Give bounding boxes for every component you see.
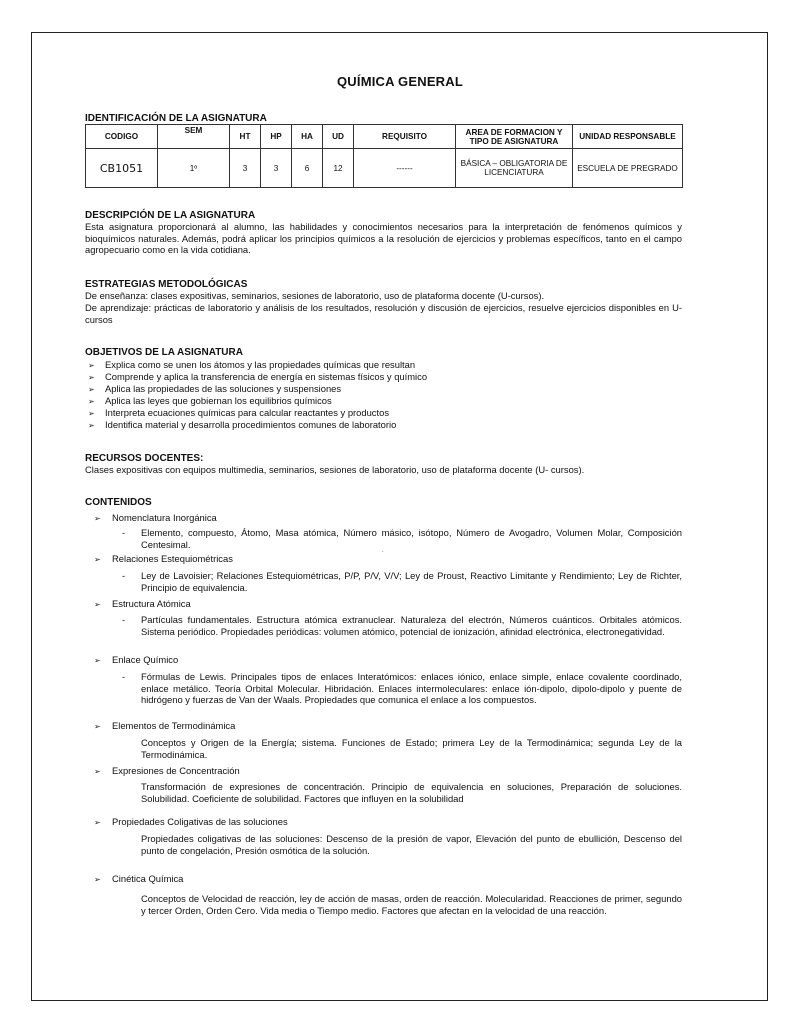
- value-codigo: CB1051: [86, 149, 158, 188]
- list-item: ➢ Comprende y aplica la transferencia de energía en sistemas físicos y químico: [88, 371, 428, 382]
- descripcion-heading: DESCRIPCIÓN DE LA ASIGNATURA: [85, 210, 256, 221]
- topic-text: - Elemento, compuesto, Átomo, Masa atómica, Número másico, isótopo, Número de Avogadro, Volumen Molar, Composición Centesimal.: [122, 527, 682, 550]
- stray-dot: .: [382, 548, 384, 554]
- header-unidad: UNIDAD RESPONSABLE: [573, 125, 683, 149]
- table-row: [86, 149, 683, 188]
- value-sem: 1º: [158, 149, 230, 188]
- arrow-bullet-icon: ➢: [88, 373, 95, 382]
- recursos-heading: RECURSOS DOCENTES:: [85, 453, 204, 464]
- header-ud: UD: [323, 125, 354, 149]
- descripcion-text: Esta asignatura proporcionará al alumno, las habilidades y conocimientos necesarios para la interpretación de fenómenos químicos y bioquímicos naturales. Además, podrá aplicar los principios químicos a la resolución de ejercicios y problemas específicos, tanto en el campo agropecuario como en la vida cotidiana.: [85, 221, 682, 256]
- topic-title: ➢ Propiedades Coligativas de las soluciones: [94, 816, 288, 827]
- topic-title: ➢ Relaciones Estequiométricas: [94, 553, 233, 564]
- identificacion-heading: IDENTIFICACIÓN DE LA ASIGNATURA: [85, 113, 267, 124]
- header-hp: HP: [261, 125, 292, 149]
- header-ha: HA: [292, 125, 323, 149]
- value-area: BÁSICA – OBLIGATORIA DE LICENCIATURA: [456, 149, 573, 188]
- topic-text: - Partículas fundamentales. Estructura atómica extranuclear. Naturaleza del electrón, Números cuánticos. Orbitales atómicos. Sistema periódico. Propiedades periódicas: volumen atómico, potencial de ionización, afinidad electrónica, electronegatividad.: [122, 614, 682, 637]
- value-hp: 3: [261, 149, 292, 188]
- arrow-bullet-icon: ➢: [94, 875, 101, 884]
- list-item: ➢ Identifica material y desarrolla procedimientos comunes de laboratorio: [88, 419, 397, 430]
- arrow-bullet-icon: ➢: [88, 361, 95, 370]
- topic-title: ➢ Elementos de Termodinámica: [94, 720, 236, 731]
- value-ha: 6: [292, 149, 323, 188]
- header-area: AREA DE FORMACION Y TIPO DE ASIGNATURA: [456, 125, 573, 149]
- arrow-bullet-icon: ➢: [94, 555, 101, 564]
- identificacion-table: [85, 124, 683, 188]
- header-requisito: REQUISITO: [354, 125, 456, 149]
- topic-text: - Fórmulas de Lewis. Principales tipos de enlaces Interatómicos: enlaces iónico, enlace simple, enlace covalente coordinado, enlace metálico. Teoría Orbital Molecular. Hibridación. Enlaces intermoleculares: enlace ión-dipolo, dipolo-dipolo y puente de hidrógeno y fuerzas de Van der Waals. Propiedades que comunica el enlace a los compuestos.: [122, 671, 682, 706]
- arrow-bullet-icon: ➢: [88, 385, 95, 394]
- header-codigo: CODIGO: [86, 125, 158, 149]
- arrow-bullet-icon: ➢: [94, 722, 101, 731]
- arrow-bullet-icon: ➢: [88, 397, 95, 406]
- list-item: ➢ Interpreta ecuaciones químicas para calcular reactantes y productos: [88, 407, 390, 418]
- topic-text: Conceptos de Velocidad de reacción, ley de acción de masas, orden de reacción. Molecularidad. Reacciones de primer, segundo y tercer Orden, Orden Cero. Vida media o Tiempo medio. Factores que afectan en la velocidad de una reacción.: [141, 893, 682, 916]
- arrow-bullet-icon: ➢: [94, 767, 101, 776]
- arrow-bullet-icon: ➢: [88, 409, 95, 418]
- list-item: ➢ Aplica las leyes que gobiernan los equilibrios químicos: [88, 395, 332, 406]
- estrategias-heading: ESTRATEGIAS METODOLÓGICAS: [85, 279, 248, 290]
- arrow-bullet-icon: ➢: [88, 421, 95, 430]
- topic-title: ➢ Estructura Atómica: [94, 598, 191, 609]
- value-ht: 3: [230, 149, 261, 188]
- topic-title: ➢ Enlace Químico: [94, 654, 179, 665]
- table-header-row: [86, 125, 683, 149]
- topic-text: - Ley de Lavoisier; Relaciones Estequiométricas, P/P, P/V, V/V; Ley de Proust, Reactivo Limitante y Rendimiento; Ley de Richter, Principio de equivalencia.: [122, 570, 682, 593]
- value-unidad: ESCUELA DE PREGRADO: [573, 149, 683, 188]
- value-ud: 12: [323, 149, 354, 188]
- list-item: ➢ Aplica las propiedades de las soluciones y suspensiones: [88, 383, 342, 394]
- topic-title: ➢ Expresiones de Concentración: [94, 765, 240, 776]
- recursos-text: Clases expositivas con equipos multimedia, seminarios, sesiones de laboratorio, uso de plataforma docente (U- cursos).: [85, 464, 585, 475]
- estrategias-aprendizaje: De aprendizaje: prácticas de laboratorio y análisis de los resultados, resolución y discusión de ejercicios, resuelve ejercicios disponibles en U-cursos: [85, 302, 682, 325]
- arrow-bullet-icon: ➢: [94, 600, 101, 609]
- topic-text: Propiedades coligativas de las soluciones: Descenso de la presión de vapor, Elevación del punto de ebullición, Descenso del punto de congelación, Presión osmótica de la solución.: [141, 833, 682, 856]
- arrow-bullet-icon: ➢: [94, 514, 101, 523]
- header-sem: SEM: [158, 125, 230, 149]
- topic-title: ➢ Nomenclatura Inorgánica: [94, 512, 217, 523]
- arrow-bullet-icon: ➢: [94, 656, 101, 665]
- arrow-bullet-icon: ➢: [94, 818, 101, 827]
- estrategias-ensenanza: De enseñanza: clases expositivas, seminarios, sesiones de laboratorio, uso de plataforma docente (U-cursos).: [85, 290, 545, 301]
- header-ht: HT: [230, 125, 261, 149]
- contenidos-heading: CONTENIDOS: [85, 497, 152, 508]
- list-item: ➢ Explica como se unen los átomos y las propiedades químicas que resultan: [88, 359, 416, 370]
- topic-title: ➢ Cinética Química: [94, 873, 184, 884]
- value-requisito: ------: [354, 149, 456, 188]
- page-title: QUÍMICA GENERAL: [336, 74, 464, 89]
- topic-text: Conceptos y Origen de la Energía; sistema. Funciones de Estado; primera Ley de la Termodinámica; segunda Ley de la Termodinámica.: [141, 737, 682, 760]
- objetivos-heading: OBJETIVOS DE LA ASIGNATURA: [85, 347, 243, 358]
- topic-text: Transformación de expresiones de concentración. Principio de equivalencia en soluciones, Preparación de soluciones. Solubilidad. Coeficiente de solubilidad. Factores que influyen en la solubilidad: [141, 781, 682, 804]
